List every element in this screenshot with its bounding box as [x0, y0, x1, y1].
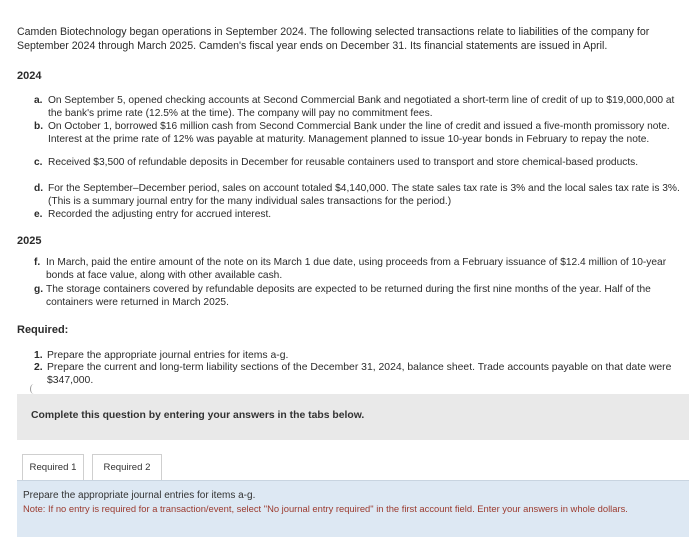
- tab-required-2[interactable]: Required 2: [92, 454, 162, 481]
- item-text: The storage containers covered by refundable deposits are expected to be returned during the first nine months of the year. Half of the containers were returned in March 2025.: [46, 284, 651, 308]
- text-cursor-mark: [30, 384, 37, 394]
- item-letter: c.: [34, 157, 43, 168]
- transaction-item-e: [34, 209, 690, 222]
- transaction-item-g: [34, 284, 690, 309]
- transaction-item-c: [34, 157, 690, 170]
- required-number: 2.: [34, 362, 43, 373]
- required-text: Prepare the appropriate journal entries for items a-g.: [47, 350, 289, 361]
- item-text: Received $3,500 of refundable deposits in December for reusable containers used to transport and store chemical-based products.: [48, 157, 639, 168]
- item-letter: d.: [34, 183, 44, 194]
- item-letter: a.: [34, 95, 43, 106]
- transaction-item-b: [34, 121, 690, 146]
- item-text: Recorded the adjusting entry for accrued interest.: [48, 209, 272, 220]
- tab-panel: [17, 480, 689, 537]
- item-text: On September 5, opened checking accounts at Second Commercial Bank and negotiated a short-term line of credit of up to $19,000,000 at the bank's prime rate (12.5% at the time). The company will pay no commitment fees.: [48, 95, 675, 119]
- item-text: On October 1, borrowed $16 million cash from Second Commercial Bank under the line of credit and issued a five-month promissory note. Interest at the prime rate of 12% was payable at maturity. Management planned to issue 10-year bonds in February to repay the note.: [48, 121, 670, 145]
- item-text: In March, paid the entire amount of the note on its March 1 due date, using proceeds from a February issuance of $12.4 million of 10-year bonds at face value, along with other available cash.: [46, 257, 667, 281]
- item-text: For the September–December period, sales on account totaled $4,140,000. The state sales tax rate is 3% and the local sales tax rate is 3%. (This is a summary journal entry for the many individual sales transactions for the period.): [48, 183, 680, 207]
- year-heading-2024: 2024: [17, 70, 42, 82]
- year-heading-2025: 2025: [17, 235, 42, 247]
- required-text: Prepare the current and long-term liability sections of the December 31, 2024, balance sheet. Trade accounts payable on that date were $347,000.: [47, 362, 672, 386]
- instruction-banner-text: Complete this question by entering your answers in the tabs below.: [31, 410, 365, 421]
- required-item-2: [34, 361, 690, 387]
- panel-instruction: Prepare the appropriate journal entries for items a-g.: [23, 490, 256, 501]
- item-letter: e.: [34, 209, 43, 220]
- transaction-item-a: [34, 95, 690, 120]
- item-letter: g.: [34, 284, 44, 295]
- panel-note: Note: If no entry is required for a transaction/event, select "No journal entry required" in the first account field. Enter your answers in whole dollars.: [23, 503, 628, 514]
- required-number: 1.: [34, 350, 43, 361]
- transaction-item-d: [34, 183, 690, 208]
- item-letter: b.: [34, 121, 44, 132]
- transaction-item-f: [34, 257, 690, 282]
- required-heading: Required:: [17, 324, 69, 336]
- item-letter: f.: [34, 257, 41, 268]
- tab-required-1[interactable]: Required 1: [22, 454, 84, 481]
- instruction-banner: [17, 394, 689, 440]
- intro-paragraph: Camden Biotechnology began operations in September 2024. The following selected transactions relate to liabilities of the company for September 2024 through March 2025. Camden's fiscal year ends on December 31. Its financial statements are issued in April.: [17, 26, 650, 52]
